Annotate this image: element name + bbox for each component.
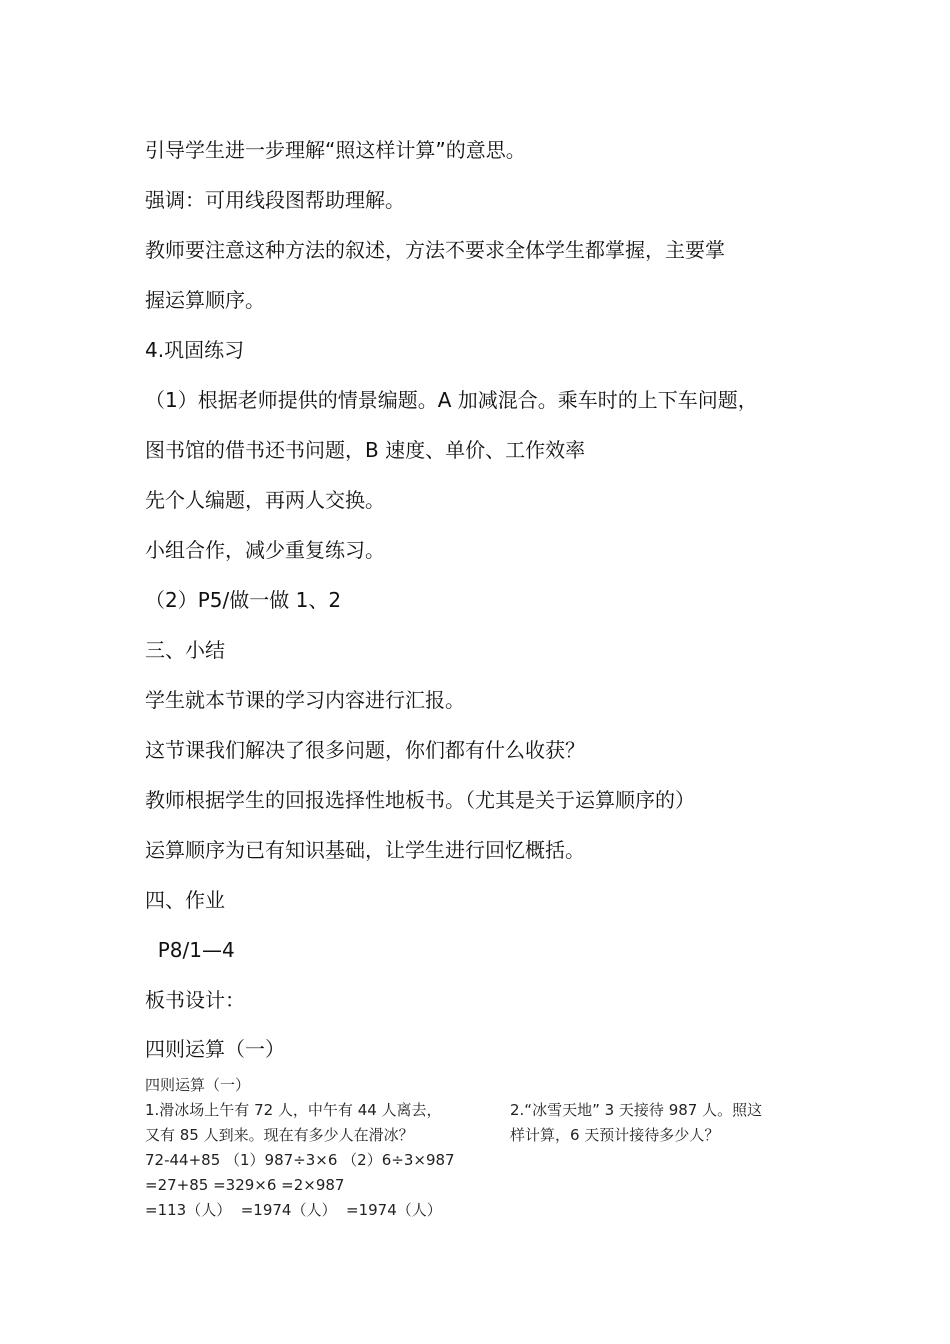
board-left-line-2: 又有 85 人到来。现在有多少人在滑冰？ <box>145 1126 414 1144</box>
board-title-small: 四则运算（一） <box>145 1076 251 1094</box>
body-line-3: 教师要注意这种方法的叙述，方法不要求全体学生都掌握，主要掌 <box>145 238 725 262</box>
board-left-line-4: =27+85 =329×6 =2×987 <box>145 1176 345 1194</box>
board-title-large: 四则运算（一） <box>145 1037 285 1061</box>
homework-line: P8/1—4 <box>145 938 235 962</box>
body-line-2: 强调：可用线段图帮助理解。 <box>145 188 405 212</box>
board-left-line-3: 72-44+85 （1）987÷3×6 （2）6÷3×987 <box>145 1151 455 1169</box>
body-line-4: 握运算顺序。 <box>145 288 265 312</box>
section-practice: 4.巩固练习 <box>145 338 245 362</box>
body-line-7: 图书馆的借书还书问题，B 速度、单价、工作效率 <box>145 438 586 462</box>
section-homework: 四、作业 <box>145 888 225 912</box>
body-line-1: 引导学生进一步理解“照这样计算”的意思。 <box>145 138 526 162</box>
body-line-13: 这节课我们解决了很多问题，你们都有什么收获？ <box>145 738 585 762</box>
body-line-12: 学生就本节课的学习内容进行汇报。 <box>145 688 465 712</box>
body-line-6: （1）根据老师提供的情景编题。A 加减混合。乘车时的上下车问题， <box>145 388 758 412</box>
body-line-9: 小组合作，减少重复练习。 <box>145 538 385 562</box>
board-right-line-1: 2.“冰雪天地” 3 天接待 987 人。照这 <box>510 1101 763 1119</box>
board-design-heading: 板书设计： <box>145 988 245 1012</box>
body-line-15: 运算顺序为已有知识基础，让学生进行回忆概括。 <box>145 838 585 862</box>
board-left-line-5: =113（人） =1974（人） =1974（人） <box>145 1201 442 1219</box>
body-line-14: 教师根据学生的回报选择性地板书。（尤其是关于运算顺序的） <box>145 788 695 812</box>
body-line-10: （2）P5/做一做 1、2 <box>145 588 342 612</box>
board-left-line-1: 1.滑冰场上午有 72 人，中午有 44 人离去， <box>145 1101 442 1119</box>
section-summary: 三、小结 <box>145 638 225 662</box>
board-right-line-2: 样计算，6 天预计接待多少人？ <box>510 1126 720 1144</box>
body-line-8: 先个人编题，再两人交换。 <box>145 488 385 512</box>
